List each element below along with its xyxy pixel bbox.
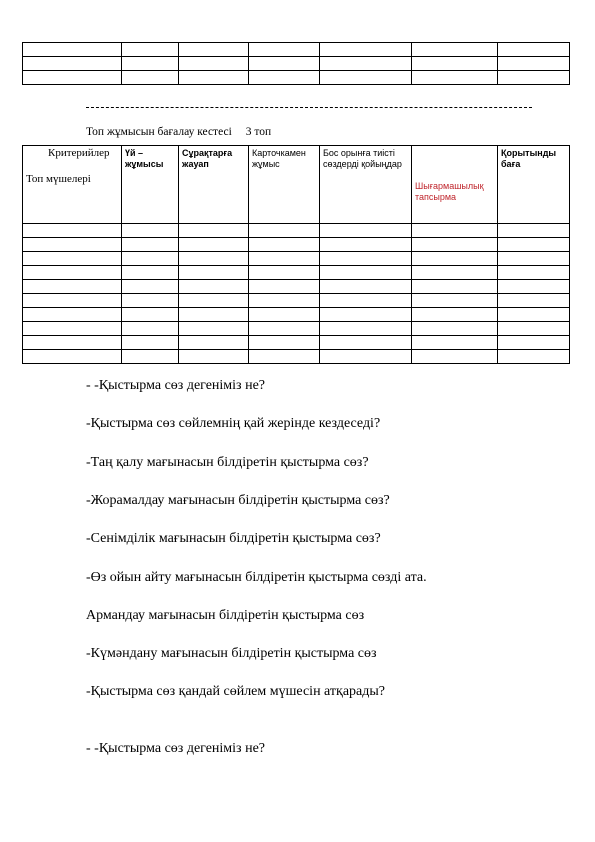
table-cell[interactable] — [320, 238, 412, 252]
table-cell[interactable] — [249, 294, 320, 308]
table-cell[interactable] — [412, 336, 498, 350]
table-cell[interactable] — [23, 280, 122, 294]
table-cell[interactable] — [179, 294, 249, 308]
table-row — [23, 71, 570, 85]
question-8: -Күмәндану мағынасын білдіретін қыстырма сөз — [86, 646, 377, 661]
table-cell[interactable] — [320, 57, 412, 71]
table-cell[interactable] — [412, 224, 498, 238]
table-cell[interactable] — [179, 57, 249, 71]
criteria-label: Критерийлер — [48, 147, 110, 159]
table-cell[interactable] — [122, 350, 179, 364]
criteria-header-cell — [23, 146, 122, 224]
question-7: Армандау мағынасын білдіретін қыстырма сөз — [86, 608, 365, 623]
table-cell[interactable] — [320, 71, 412, 85]
table-cell[interactable] — [179, 266, 249, 280]
table-cell[interactable] — [122, 266, 179, 280]
table-cell[interactable] — [122, 71, 179, 85]
table-cell[interactable] — [179, 71, 249, 85]
caption-group: 3 топ — [245, 126, 272, 138]
table-cell[interactable] — [179, 224, 249, 238]
table-cell[interactable] — [179, 322, 249, 336]
table-cell[interactable] — [412, 280, 498, 294]
table-cell[interactable] — [23, 71, 122, 85]
table-cell[interactable] — [498, 71, 570, 85]
table-cell[interactable] — [498, 294, 570, 308]
table-cell[interactable] — [122, 57, 179, 71]
table-row — [23, 224, 570, 238]
table-row — [23, 238, 570, 252]
table-cell[interactable] — [23, 322, 122, 336]
members-label: Топ мүшелері — [26, 173, 91, 185]
table-cell[interactable] — [179, 280, 249, 294]
table-cell[interactable] — [249, 308, 320, 322]
table-cell[interactable] — [320, 252, 412, 266]
table-cell[interactable] — [412, 266, 498, 280]
table-cell[interactable] — [412, 238, 498, 252]
table-row — [23, 322, 570, 336]
top-empty-table — [22, 42, 570, 85]
column-header-card-work: Карточкамен жұмыс — [249, 146, 320, 224]
table-cell[interactable] — [249, 224, 320, 238]
table-cell[interactable] — [498, 224, 570, 238]
grading-table — [22, 145, 570, 364]
table-cell[interactable] — [320, 266, 412, 280]
table-cell[interactable] — [249, 57, 320, 71]
table-cell[interactable] — [23, 238, 122, 252]
table-cell[interactable] — [122, 252, 179, 266]
table-cell[interactable] — [122, 322, 179, 336]
table-cell[interactable] — [122, 336, 179, 350]
dashed-separator — [86, 107, 532, 108]
table-cell[interactable] — [23, 294, 122, 308]
table-cell[interactable] — [249, 336, 320, 350]
table-cell[interactable] — [23, 350, 122, 364]
table-cell[interactable] — [249, 322, 320, 336]
caption-title: Топ жұмысын бағалау кестесі — [86, 126, 232, 138]
table-row — [23, 280, 570, 294]
column-header-creative-task: Шығармашылық тапсырма — [412, 146, 498, 224]
table-cell[interactable] — [320, 308, 412, 322]
table-cell[interactable] — [320, 43, 412, 57]
table-cell[interactable] — [320, 280, 412, 294]
table-cell[interactable] — [23, 57, 122, 71]
table-cell[interactable] — [498, 266, 570, 280]
table-row — [23, 43, 570, 57]
column-header-answers: Сұрақтарға жауап — [179, 146, 249, 224]
table-cell[interactable] — [122, 238, 179, 252]
table-row — [23, 294, 570, 308]
table-cell[interactable] — [498, 280, 570, 294]
table-cell[interactable] — [320, 350, 412, 364]
table-cell[interactable] — [122, 308, 179, 322]
table-cell[interactable] — [23, 43, 122, 57]
table-cell[interactable] — [249, 266, 320, 280]
table-cell[interactable] — [412, 350, 498, 364]
table-cell[interactable] — [249, 43, 320, 57]
table-row — [23, 308, 570, 322]
table-row — [23, 57, 570, 71]
table-cell[interactable] — [320, 224, 412, 238]
question-4: -Жорамалдау мағынасын білдіретін қыстырма сөз? — [86, 493, 390, 508]
table-cell[interactable] — [249, 350, 320, 364]
table-cell[interactable] — [179, 350, 249, 364]
table-cell[interactable] — [498, 308, 570, 322]
table-caption — [86, 126, 271, 138]
question-1: - -Қыстырма сөз дегеніміз не? — [86, 378, 266, 393]
column-header-homework: Үй – жұмысы — [122, 146, 179, 224]
table-cell[interactable] — [179, 336, 249, 350]
table-cell[interactable] — [23, 308, 122, 322]
table-row — [23, 266, 570, 280]
table-cell[interactable] — [412, 43, 498, 57]
table-cell[interactable] — [498, 238, 570, 252]
table-cell[interactable] — [320, 336, 412, 350]
question-9: -Қыстырма сөз қандай сөйлем мүшесін атқарады? — [86, 684, 385, 699]
table-cell[interactable] — [498, 43, 570, 57]
table-row — [23, 350, 570, 364]
table-cell[interactable] — [23, 252, 122, 266]
table-cell[interactable] — [498, 350, 570, 364]
table-cell[interactable] — [320, 322, 412, 336]
table-cell[interactable] — [412, 308, 498, 322]
question-6: -Өз ойын айту мағынасын білдіретін қыстырма сөзді ата. — [86, 570, 427, 585]
question-3: -Таң қалу мағынасын білдіретін қыстырма сөз? — [86, 455, 369, 470]
table-cell[interactable] — [179, 252, 249, 266]
table-cell[interactable] — [249, 252, 320, 266]
table-header-row — [23, 146, 570, 224]
table-cell[interactable] — [249, 71, 320, 85]
table-cell[interactable] — [498, 336, 570, 350]
table-cell[interactable] — [122, 224, 179, 238]
question-5: -Сенімділік мағынасын білдіретін қыстырма сөз? — [86, 531, 381, 546]
table-cell[interactable] — [23, 336, 122, 350]
table-cell[interactable] — [179, 308, 249, 322]
column-header-fill-blanks: Бос орынға тиісті сөздерді қойыңдар — [320, 146, 412, 224]
table-cell[interactable] — [122, 294, 179, 308]
column-header-final-grade: Қорытынды баға — [498, 146, 570, 224]
table-cell[interactable] — [179, 238, 249, 252]
table-cell[interactable] — [498, 322, 570, 336]
table-row — [23, 336, 570, 350]
table-cell[interactable] — [122, 280, 179, 294]
question-10: - -Қыстырма сөз дегеніміз не? — [86, 741, 266, 756]
table-row — [23, 252, 570, 266]
table-cell[interactable] — [498, 57, 570, 71]
table-cell[interactable] — [412, 294, 498, 308]
table-cell[interactable] — [122, 43, 179, 57]
table-cell[interactable] — [249, 238, 320, 252]
question-2: -Қыстырма сөз сөйлемнің қай жерінде кездеседі? — [86, 416, 381, 431]
table-cell[interactable] — [249, 280, 320, 294]
table-cell[interactable] — [412, 252, 498, 266]
table-cell[interactable] — [320, 294, 412, 308]
table-cell[interactable] — [179, 43, 249, 57]
table-cell[interactable] — [23, 224, 122, 238]
table-cell[interactable] — [23, 266, 122, 280]
table-cell[interactable] — [412, 322, 498, 336]
table-cell[interactable] — [412, 57, 498, 71]
table-cell[interactable] — [498, 252, 570, 266]
table-cell[interactable] — [412, 71, 498, 85]
